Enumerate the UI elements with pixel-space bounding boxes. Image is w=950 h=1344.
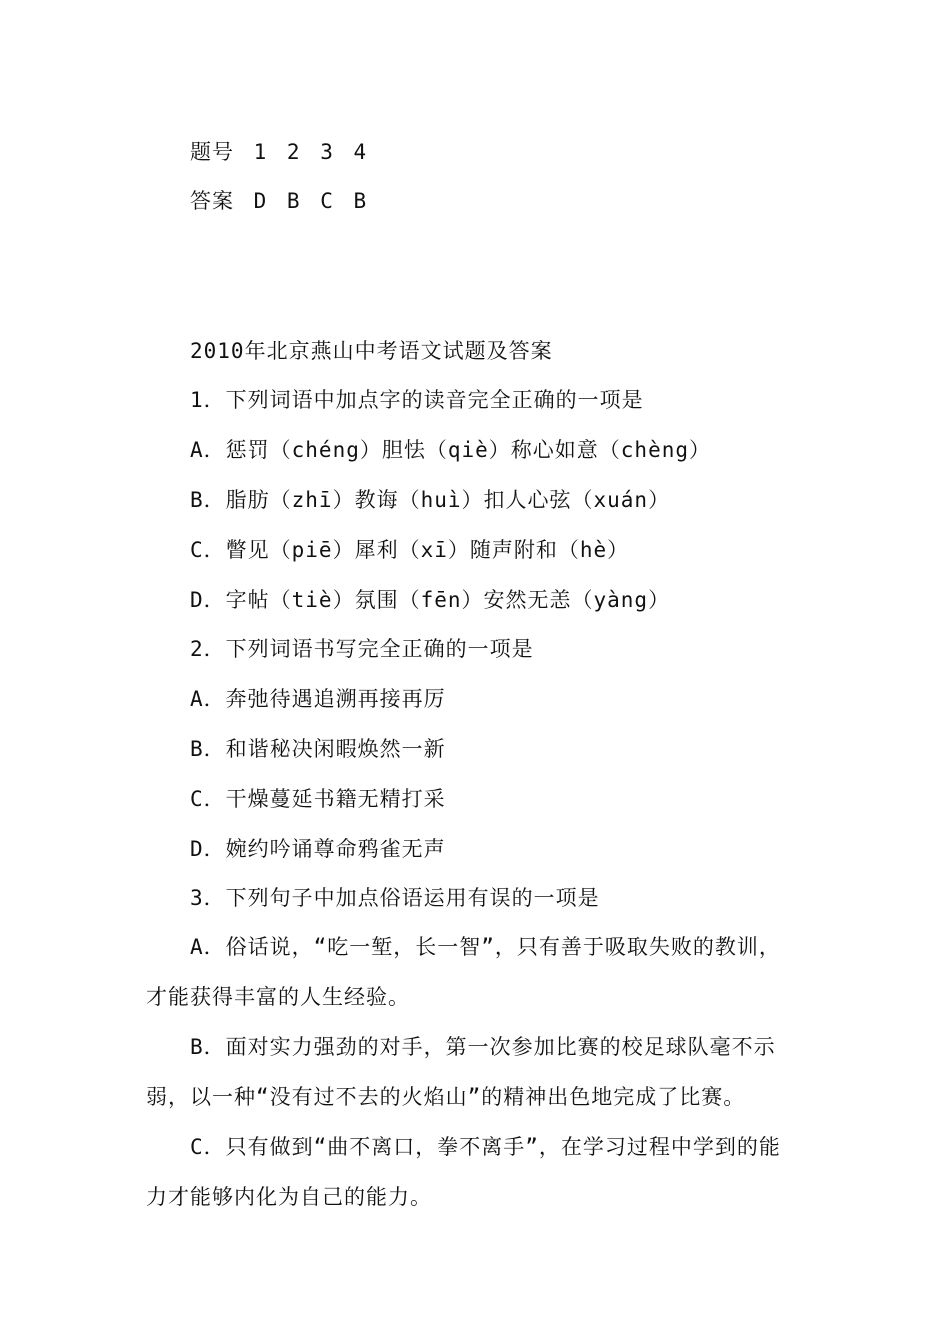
- question-3-option-c-line-2: 力才能够内化为自己的能力。: [146, 1185, 432, 1209]
- answer-table-answers: 答案 D B C B: [190, 189, 368, 213]
- question-2-stem: 2．下列词语书写完全正确的一项是: [190, 637, 534, 661]
- question-3-option-a-line-1: A．俗话说，“吃一堑，长一智”，只有善于吸取失败的教训，: [190, 935, 781, 959]
- question-3-option-b-line-1: B．面对实力强劲的对手，第一次参加比赛的校足球队毫不示: [190, 1035, 776, 1059]
- answer-table-header: 题号 1 2 3 4: [190, 140, 368, 164]
- question-3-option-a-line-2: 才能获得丰富的人生经验。: [146, 985, 410, 1009]
- question-2-option-c: C．干燥蔓延书籍无精打采: [190, 787, 446, 811]
- question-3-option-b-line-2: 弱，以一种“没有过不去的火焰山”的精神出色地完成了比赛。: [146, 1085, 746, 1109]
- question-3-stem: 3．下列句子中加点俗语运用有误的一项是: [190, 886, 600, 910]
- question-1-option-b: B．脂肪（zhī）教诲（huì）扣人心弦（xuán）: [190, 488, 671, 512]
- question-1-stem: 1．下列词语中加点字的读音完全正确的一项是: [190, 388, 644, 412]
- question-2-option-b: B．和谐秘决闲暇焕然一新: [190, 737, 446, 761]
- question-1-option-c: C．瞥见（piē）犀利（xī）随声附和（hè）: [190, 538, 630, 562]
- question-3-option-c-line-1: C．只有做到“曲不离口，拳不离手”，在学习过程中学到的能: [190, 1135, 781, 1159]
- question-2-option-a: A．奔弛待遇追溯再接再厉: [190, 687, 446, 711]
- question-1-option-a: A．惩罚（chéng）胆怯（qiè）称心如意（chèng）: [190, 438, 712, 462]
- question-2-option-d: D．婉约吟诵尊命鸦雀无声: [190, 837, 446, 861]
- question-1-option-d: D．字帖（tiè）氛围（fēn）安然无恙（yàng）: [190, 588, 671, 612]
- document-title: 2010年北京燕山中考语文试题及答案: [190, 339, 553, 363]
